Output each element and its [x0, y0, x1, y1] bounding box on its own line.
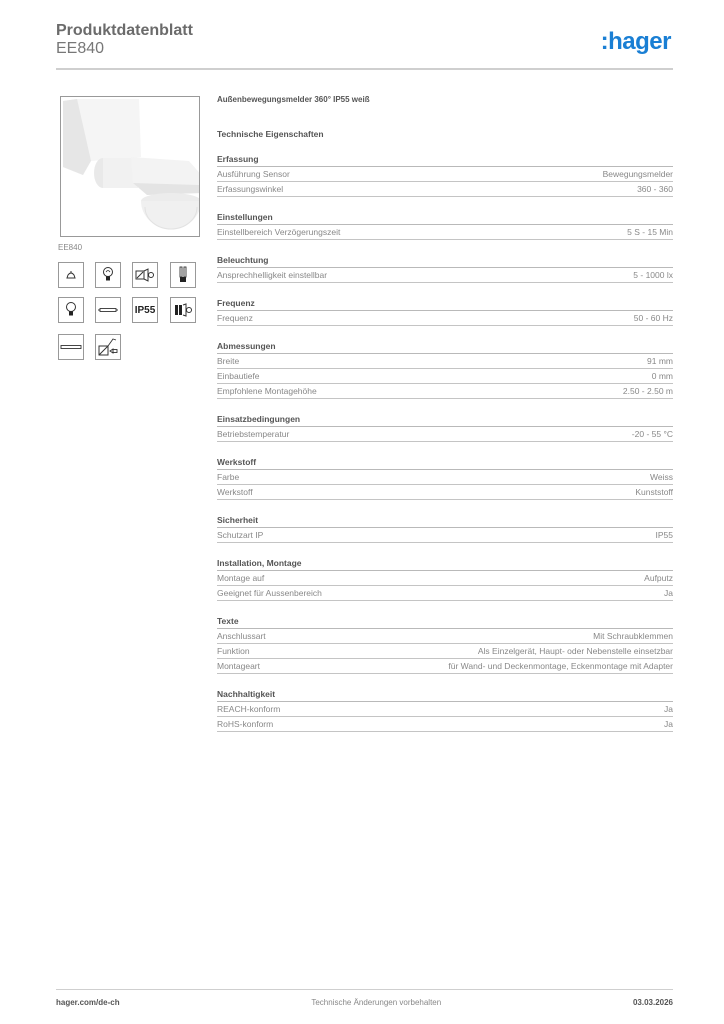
spec-value: Ja [664, 588, 673, 598]
spec-row [217, 182, 673, 197]
spec-value: Mit Schraubklemmen [593, 631, 673, 641]
ip55-label: IP55 [134, 304, 156, 316]
spec-label: Anschlussart [217, 631, 266, 641]
bulb-icon [58, 297, 84, 323]
halogen-tube-icon [95, 297, 121, 323]
disclaimer: Technische Änderungen vorbehalten [311, 998, 442, 1007]
spec-row [217, 702, 673, 717]
spec-row [217, 470, 673, 485]
spec-row [217, 629, 673, 644]
spec-row [217, 369, 673, 384]
spec-row [217, 571, 673, 586]
spec-row [217, 485, 673, 500]
halogen-transformer-icon [132, 262, 158, 288]
section-title: Einsatzbedingungen [217, 413, 673, 427]
spec-row [217, 225, 673, 240]
spec-value: Weiss [650, 472, 673, 482]
spec-section [217, 514, 673, 543]
spec-label: REACH-konform [217, 704, 281, 714]
spec-section [217, 297, 673, 326]
section-title: Erfassung [217, 153, 673, 167]
section-title: Texte [217, 615, 673, 629]
spec-value: 2.50 - 2.50 m [622, 386, 673, 396]
spec-row [217, 384, 673, 399]
hager-logo: :hager [600, 28, 671, 55]
spec-value: 5 - 1000 lx [633, 270, 673, 280]
section-title: Beleuchtung [217, 254, 673, 268]
spec-row [217, 717, 673, 732]
spec-label: Montage auf [217, 573, 265, 583]
wall-corner-mount-icon [95, 334, 121, 360]
header-divider [56, 68, 673, 70]
ceiling-mount-icon [58, 262, 84, 288]
page-header [56, 22, 673, 70]
spec-row [217, 586, 673, 601]
spec-label: Montageart [217, 661, 260, 671]
spec-value: Ja [664, 719, 673, 729]
spec-section [217, 688, 673, 732]
spec-section [217, 557, 673, 601]
spec-section [217, 413, 673, 442]
section-title: Installation, Montage [217, 557, 673, 571]
technical-data [217, 94, 673, 732]
document-date: 03.03.2026 [632, 998, 673, 1007]
spec-value: für Wand- und Deckenmontage, Eckenmontage mit Adapter [448, 661, 673, 671]
spec-row [217, 644, 673, 659]
section-title: Abmessungen [217, 340, 673, 354]
spec-label: Einstellbereich Verzögerungszeit [217, 227, 341, 237]
footer-divider [56, 989, 673, 990]
spec-label: Ansprechhelligkeit einstellbar [217, 270, 328, 280]
spec-section [217, 340, 673, 399]
spec-value: Ja [664, 704, 673, 714]
spec-section [217, 254, 673, 283]
spec-value: Aufputz [644, 573, 673, 583]
product-name: Außenbewegungsmelder 360° IP55 weiß [217, 95, 370, 104]
spec-label: Breite [217, 356, 240, 366]
incandescent-bulb-icon [95, 262, 121, 288]
spec-row [217, 659, 673, 674]
ip55-rating-icon [132, 297, 158, 323]
spec-label: Funktion [217, 646, 250, 656]
spec-row [217, 167, 673, 182]
page-footer [56, 998, 673, 1007]
spec-section [217, 153, 673, 197]
spec-value: 91 mm [647, 356, 673, 366]
page-title: Produktdatenblatt [56, 22, 193, 39]
spec-label: Schutzart IP [217, 530, 264, 540]
spec-label: Erfassungswinkel [217, 184, 284, 194]
spec-value: Als Einzelgerät, Haupt- oder Nebenstelle einsetzbar [477, 646, 673, 656]
spec-label: Farbe [217, 472, 240, 482]
website-link[interactable]: hager.com/de-ch [56, 998, 120, 1007]
spec-row [217, 268, 673, 283]
spec-label: Frequenz [217, 313, 253, 323]
spec-row [217, 311, 673, 326]
technical-properties-heading: Technische Eigenschaften [217, 129, 324, 139]
spec-value: 360 - 360 [637, 184, 673, 194]
image-caption: EE840 [58, 243, 83, 252]
spec-sections [217, 153, 673, 732]
spec-label: Einbautiefe [217, 371, 260, 381]
spec-label: Betriebstemperatur [217, 429, 290, 439]
spec-value: Kunststoff [635, 487, 673, 497]
spec-value: -20 - 55 °C [631, 429, 673, 439]
spec-section [217, 456, 673, 500]
product-image [60, 96, 200, 237]
spec-row [217, 528, 673, 543]
spec-label: RoHS-konform [217, 719, 274, 729]
spec-value: 50 - 60 Hz [633, 313, 673, 323]
spec-row [217, 354, 673, 369]
spec-value: 5 S - 15 Min [627, 227, 673, 237]
energy-saving-lamp-icon [170, 262, 196, 288]
spec-value: Bewegungsmelder [602, 169, 673, 179]
section-title: Einstellungen [217, 211, 673, 225]
spec-label: Werkstoff [217, 487, 253, 497]
section-title: Nachhaltigkeit [217, 688, 673, 702]
section-title: Frequenz [217, 297, 673, 311]
electronic-transformer-icon [170, 297, 196, 323]
spec-label: Empfohlene Montagehöhe [217, 386, 317, 396]
product-code: EE840 [56, 40, 105, 57]
spec-label: Ausführung Sensor [217, 169, 290, 179]
spec-label: Geeignet für Aussenbereich [217, 588, 322, 598]
spec-value: IP55 [655, 530, 673, 540]
spec-row [217, 427, 673, 442]
spec-section [217, 211, 673, 240]
section-title: Werkstoff [217, 456, 673, 470]
spec-section [217, 615, 673, 674]
fluorescent-tube-icon [58, 334, 84, 360]
section-title: Sicherheit [217, 514, 673, 528]
spec-value: 0 mm [651, 371, 673, 381]
